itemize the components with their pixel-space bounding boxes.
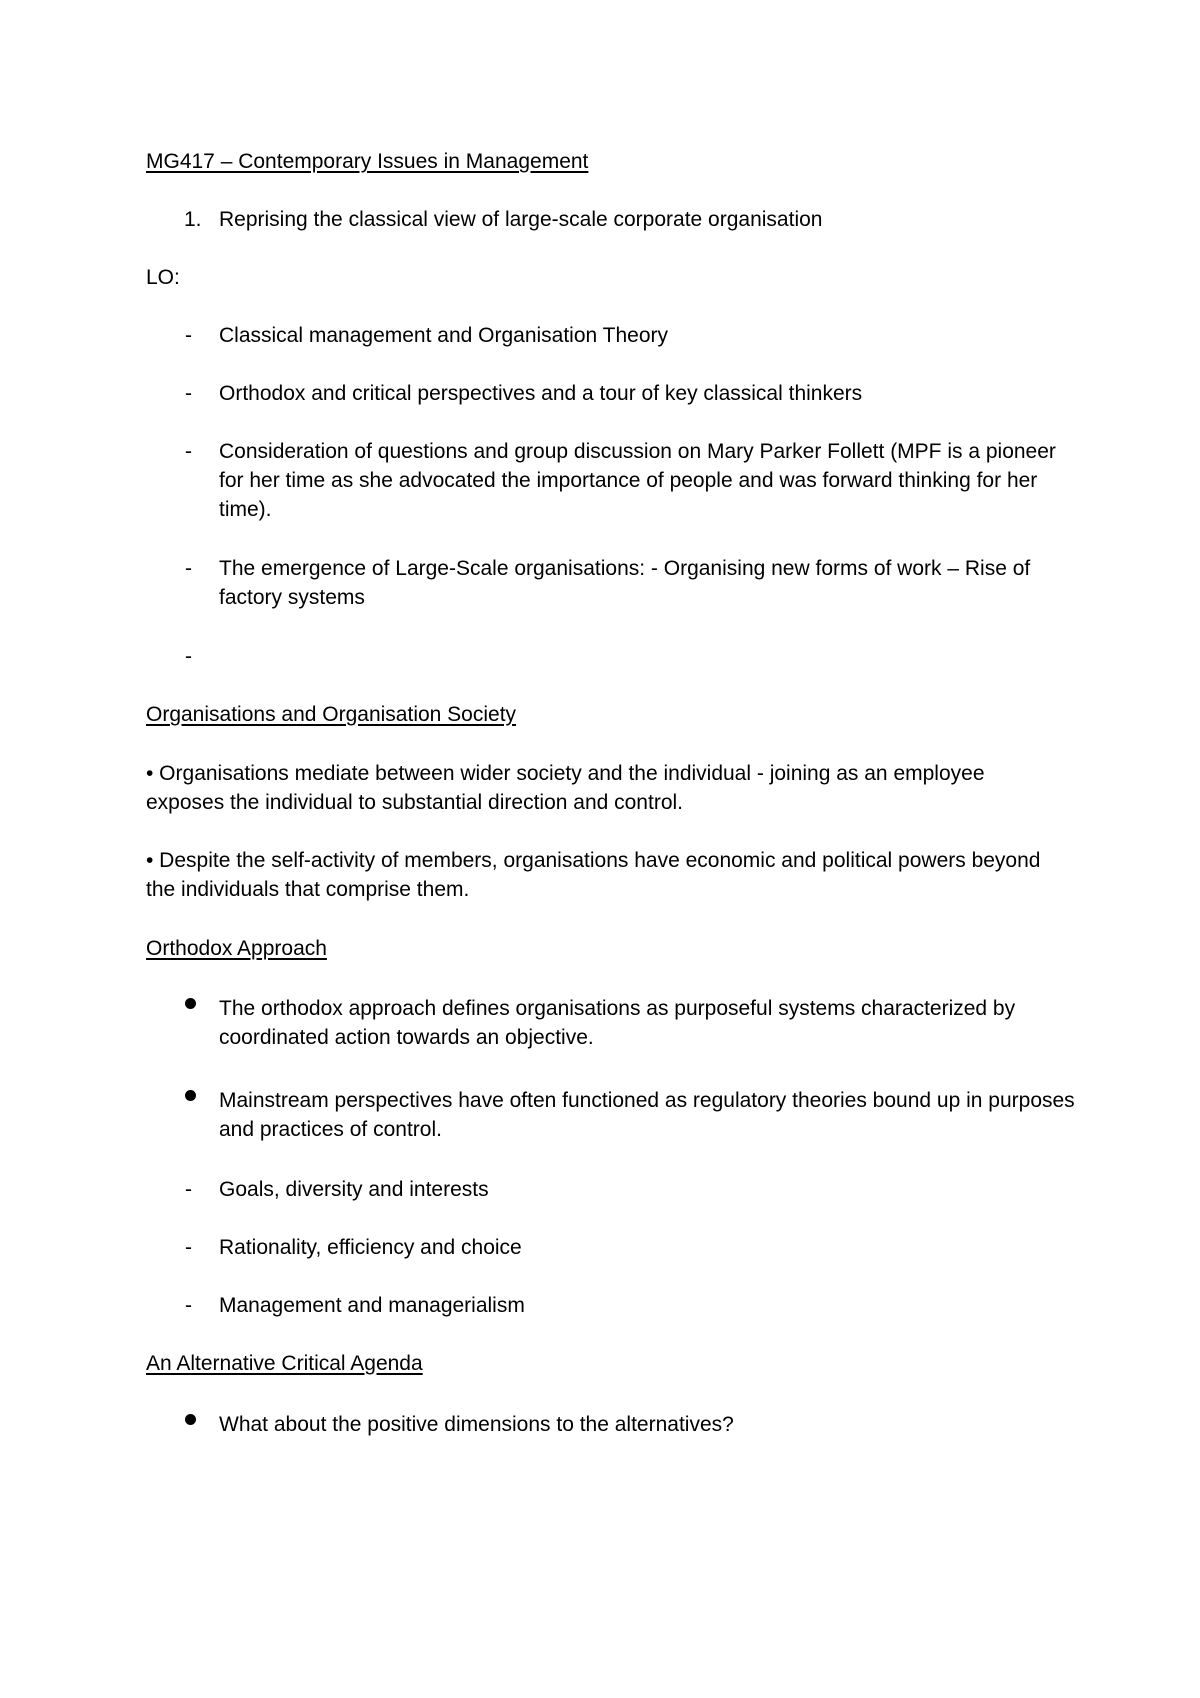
document-title: MG417 – Contemporary Issues in Management [146, 150, 589, 173]
dash-item: Management and managerialism [219, 1294, 525, 1317]
dash-item: Rationality, efficiency and choice [219, 1236, 522, 1259]
paragraph: • Organisations mediate between wider society and the individual - joining as an employee exposes the individual to substantial direction and control. [146, 762, 985, 814]
bullet-icon [185, 998, 196, 1009]
lo-item: Orthodox and critical perspectives and a tour of key classical thinkers [219, 382, 863, 405]
lo-item-dash: - [185, 645, 192, 668]
lo-item-dash: - [185, 557, 192, 580]
dash-item-dash: - [185, 1236, 192, 1259]
lo-item: The emergence of Large-Scale organisations: - Organising new forms of work – Rise of factory systems [219, 557, 1031, 609]
paragraph: • Despite the self-activity of members, organisations have economic and political powers beyond the individuals that comprise them. [146, 849, 1041, 901]
lo-label: LO: [146, 266, 180, 289]
dash-item-dash: - [185, 1178, 192, 1201]
numbered-item-text: Reprising the classical view of large-scale corporate organisation [219, 208, 823, 231]
section-heading-alternative: An Alternative Critical Agenda [146, 1352, 423, 1375]
section-heading-orthodox: Orthodox Approach [146, 937, 327, 960]
lo-item-dash: - [185, 324, 192, 347]
bullet-item: Mainstream perspectives have often functioned as regulatory theories bound up in purposes and practices of control. [219, 1089, 1075, 1141]
lo-item: Classical management and Organisation Theory [219, 324, 669, 347]
lo-item-dash: - [185, 382, 192, 405]
numbered-item-number: 1. [184, 208, 202, 231]
dash-item: Goals, diversity and interests [219, 1178, 489, 1201]
bullet-item: The orthodox approach defines organisations as purposeful systems characterized by coordinated action towards an objective. [219, 997, 1016, 1049]
bullet-item: What about the positive dimensions to the alternatives? [219, 1413, 734, 1436]
lo-item: Consideration of questions and group discussion on Mary Parker Follett (MPF is a pioneer for her time as she advocated the importance of people and was forward thinking for her time). [219, 440, 1056, 521]
bullet-icon [185, 1090, 196, 1101]
bullet-icon [185, 1414, 196, 1425]
section-heading-organisations: Organisations and Organisation Society [146, 703, 517, 726]
dash-item-dash: - [185, 1294, 192, 1317]
lo-item-dash: - [185, 440, 192, 463]
